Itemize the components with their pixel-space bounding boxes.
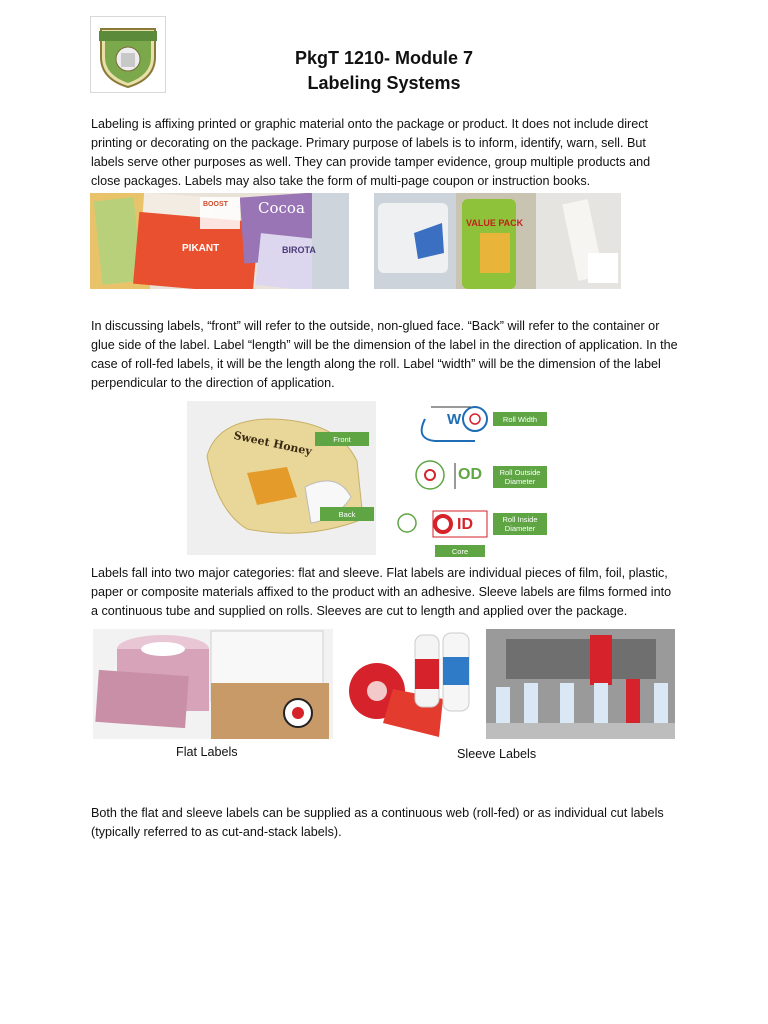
flat-labels-caption: Flat Labels [176,745,238,759]
label-collage-image [90,193,349,289]
intro-paragraph: Labeling is affixing printed or graphic material onto the package or product. It does not include direct printing or decorating on the package. Primary purpose of labels is to inform, identify, warn, sell. But labels serve other purposes as well. They can provide tamper evidence, group multiple products and close packages. Labels may also take the form of multi-page coupon or instruction books. [91,117,651,188]
document-title-line1: PkgT 1210- Module 7 [294,48,474,68]
core-callout: Core [435,545,485,557]
school-crest-logo [90,16,166,93]
roll-dimension-diagram [395,399,555,559]
collage-text-birota: BIROTA [282,245,316,255]
back-callout: Back [320,507,374,521]
roll-inside-diameter-callout: Roll Inside Diameter [493,513,547,535]
label-orientation-paragraph: In discussing labels, “front” will refer to the outside, non-glued face. “Back” will refer to the container or glue side of the label. Label “length” will be the dimension of the label in the direction of application. In the case of roll-fed labels, it will be the length along the roll. Label “width” will be the dimension of the label perpendicular to the direction of application. [91,319,678,390]
od-symbol: OD [458,466,482,483]
document-title-line2: Labeling Systems [307,73,461,93]
label-uses-image [374,193,621,289]
sleeve-labels-caption: Sleeve Labels [457,747,537,761]
supply-format-paragraph: Both the flat and sleeve labels can be supplied as a continuous web (roll-fed) or as individual cut labels (typically referred to as cut-and-stack labels). [91,806,664,839]
roll-outside-diameter-callout: Roll Outside Diameter [493,466,547,488]
value-pack-text: VALUE PACK [466,218,524,228]
sleeve-roll-bottles-image [343,629,476,740]
collage-text-cocoa: Cocoa [258,199,305,217]
front-callout: Front [315,432,369,446]
w-symbol: W [447,411,462,428]
label-front-back-image [187,401,376,555]
sweet-honey-text: Sweet Honey [232,428,313,459]
collage-text-boost: BOOST [203,201,228,208]
collage-text-pikant: PIKANT [182,243,220,254]
flat-labels-image [93,629,333,739]
id-symbol: ID [457,516,473,533]
label-categories-paragraph: Labels fall into two major categories: flat and sleeve. Flat labels are individual pieces of film, foil, plastic, paper or composite materials affixed to the product with an adhesive. Sleeve labels are films formed into a continuous tube and supplied on rolls. Sleeves are cut to length and applied over the package. [91,566,672,618]
roll-width-callout: Roll Width [493,412,547,426]
crest-icon [91,17,165,92]
sleeve-labeling-machine-image [486,629,675,739]
